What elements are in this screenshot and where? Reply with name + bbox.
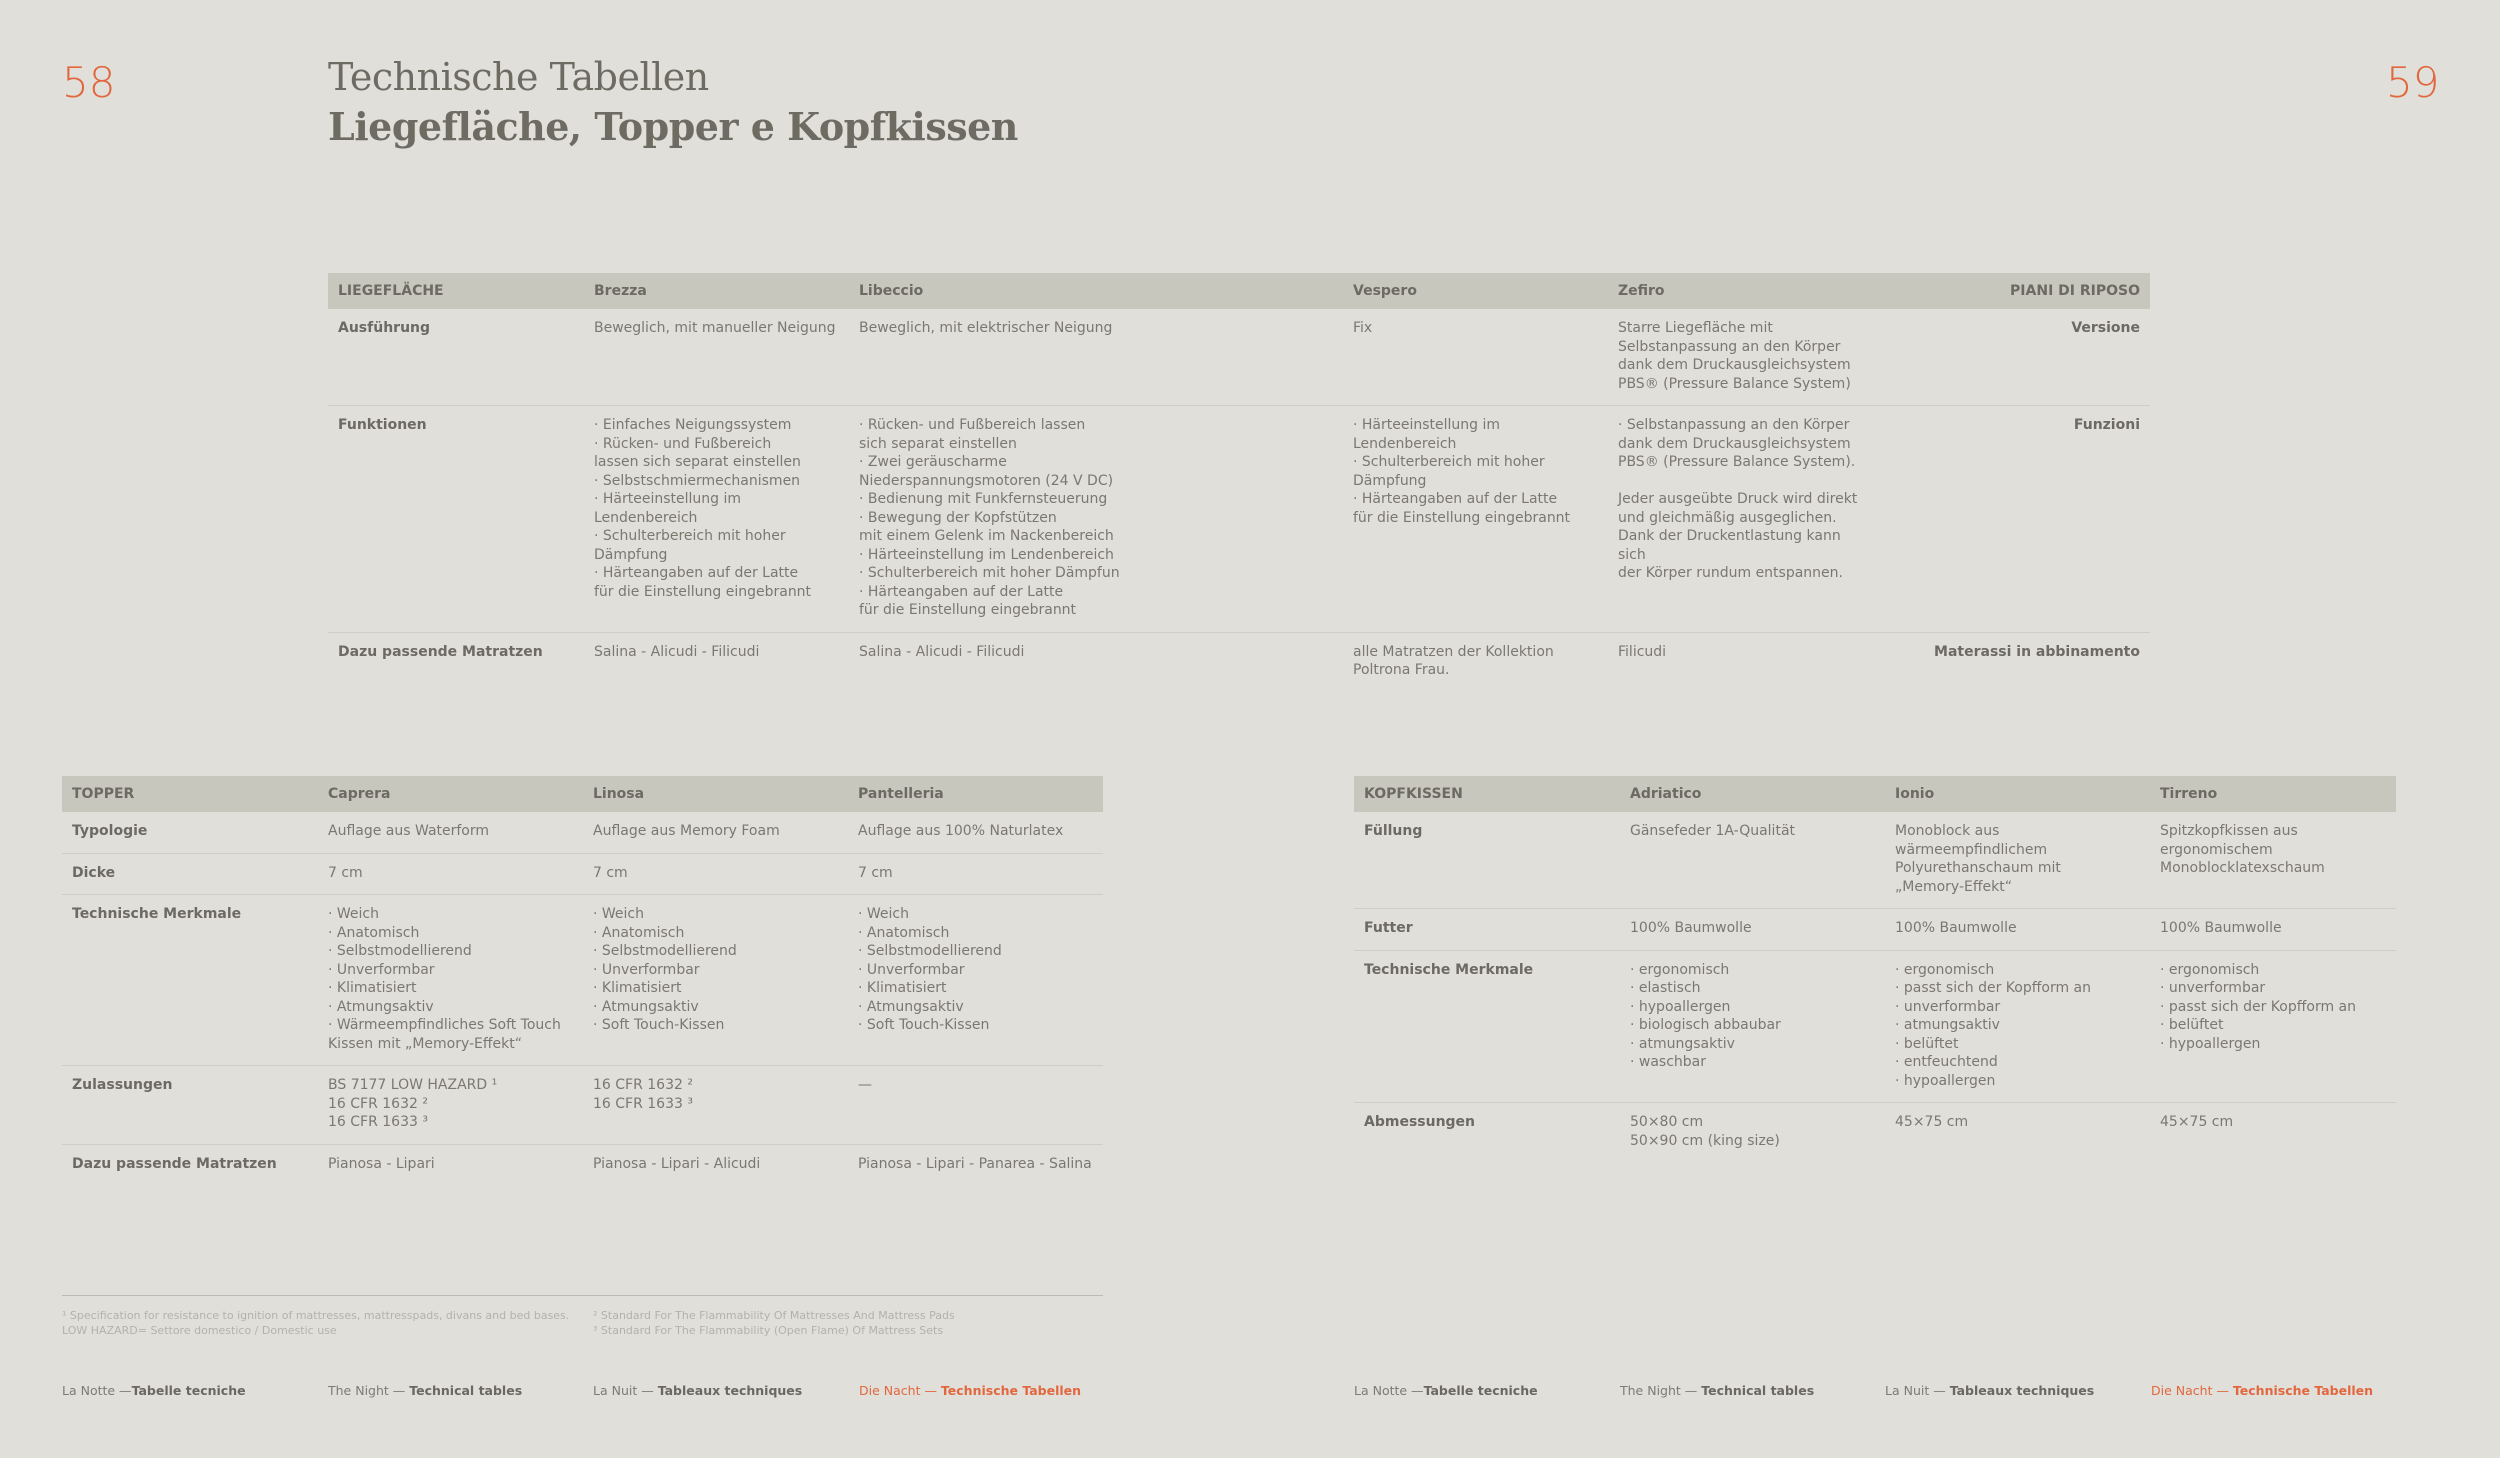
footer-prefix: La Notte — [1354, 1383, 1424, 1398]
table-row [1354, 1103, 2396, 1163]
table-cell: · Einfaches Neigungssystem · Rücken- und Fußbereich lassen sich separat einstellen · Selbstschmiermechanismen · Härteeinstellung im Lendenbereich · Schulterbereich mit hoher Dämpfung · Härteangaben auf der Latte für die Einstellung eingebrannt [584, 406, 849, 633]
table-cell: 7 cm [848, 853, 1103, 895]
table-cell: · Weich · Anatomisch · Selbstmodellierend · Unverformbar · Klimatisiert · Atmungsaktiv · Soft Touch-Kissen [848, 895, 1103, 1066]
table-header-cell: Tirreno [2150, 776, 2396, 812]
topper-header-row [62, 776, 1103, 812]
footnote-divider [62, 1295, 1103, 1296]
liegeflaeche-table [328, 273, 2150, 692]
table-cell: · Weich · Anatomisch · Selbstmodellierend · Unverformbar · Klimatisiert · Atmungsaktiv · Wärmeempfindliches Soft Touch Kissen mit „Memory-Effekt“ [318, 895, 583, 1066]
table-header-cell: Zefiro [1608, 273, 1873, 309]
table-cell: BS 7177 LOW HAZARD ¹ 16 CFR 1632 ² 16 CFR 1633 ³ [318, 1066, 583, 1145]
table-cell: alle Matratzen der Kollektion Poltrona Frau. [1353, 643, 1554, 678]
footer-german [859, 1383, 1081, 1398]
table-cell: — [848, 1066, 1103, 1145]
page-number-left: 58 [62, 58, 116, 107]
page-title-line-1: Technische Tabellen [328, 55, 709, 99]
kopfkissen-header-row [1354, 776, 2396, 812]
footer-prefix: La Nuit — [593, 1383, 658, 1398]
table-row [62, 1066, 1103, 1145]
liegeflaeche-header-row [328, 273, 2150, 309]
row-label: Füllung [1354, 812, 1620, 909]
table-cell: Auflage aus Waterform [318, 812, 583, 853]
table-row [62, 812, 1103, 853]
table-header-cell: KOPFKISSEN [1354, 776, 1620, 812]
row-label: Futter [1354, 909, 1620, 951]
table-cell: Salina - Alicudi - Filicudi [594, 643, 760, 660]
table-header-cell: TOPPER [62, 776, 318, 812]
footer-italian [1354, 1383, 1538, 1398]
footer-italian [62, 1383, 246, 1398]
table-cell: · ergonomisch · unverformbar · passt sich der Kopfform an · belüftet · hypoallergen [2150, 950, 2396, 1103]
row-label-translation: Versione [1873, 309, 2150, 406]
table-row [328, 632, 2150, 692]
table-cell: · ergonomisch · passt sich der Kopfform an · unverformbar · atmungsaktiv · belüftet · entfeuchtend · hypoallergen [1885, 950, 2150, 1103]
table-cell: Pianosa - Lipari [328, 1155, 435, 1172]
footer-prefix: Die Nacht — [2151, 1383, 2233, 1398]
table-cell: · Härteeinstellung im Lendenbereich · Schulterbereich mit hoher Dämpfung · Härteangaben auf der Latte für die Einstellung eingebrannt [1343, 406, 1608, 633]
page-title-line-2: Liegefläche, Topper e Kopfkissen [328, 104, 1018, 149]
table-row [328, 309, 2150, 406]
footnote-2-3: ² Standard For The Flammability Of Mattresses And Mattress Pads ³ Standard For The Flammability (Open Flame) Of Mattress Sets [593, 1309, 955, 1337]
page-title [328, 52, 1018, 152]
footer-title: Technical tables [409, 1383, 523, 1398]
row-label: Zulassungen [62, 1066, 318, 1145]
footer-french [593, 1383, 802, 1398]
table-cell: 45×75 cm [2160, 1114, 2234, 1130]
table-cell: Starre Liegefläche mit Selbstanpassung an den Körper dank dem Druckausgleichsystem PBS® (Pressure Balance System) [1608, 309, 1873, 406]
table-header-cell: Vespero [1343, 273, 1608, 309]
footer-english [1620, 1383, 1814, 1398]
footer-title: Tabelle tecniche [131, 1383, 246, 1398]
table-cell: 100% Baumwolle [1885, 909, 2150, 951]
table-row [328, 406, 2150, 633]
row-label: Typologie [62, 812, 318, 853]
footer-title: Technische Tabellen [2232, 1383, 2374, 1398]
table-cell: Gänsefeder 1A-Qualität [1620, 812, 1885, 909]
table-header-cell: LIEGEFLÄCHE [328, 273, 584, 309]
footer-prefix: The Night — [1620, 1383, 1702, 1398]
table-cell: 16 CFR 1632 ² 16 CFR 1633 ³ [583, 1066, 848, 1145]
footer-prefix: Die Nacht — [859, 1383, 941, 1398]
footer-french [1885, 1383, 2094, 1398]
footer-title: Tableaux techniques [1949, 1383, 2095, 1398]
table-row [62, 853, 1103, 895]
table-cell: Beweglich, mit elektrischer Neigung [849, 309, 1343, 406]
table-header-cell: Pantelleria [848, 776, 1103, 812]
table-cell: 7 cm [318, 853, 583, 895]
row-label: Dazu passende Matratzen [338, 643, 543, 660]
table-cell: 100% Baumwolle [1620, 909, 1885, 951]
page-number-right: 59 [2386, 58, 2440, 107]
table-header-cell: Adriatico [1620, 776, 1885, 812]
table-row [1354, 950, 2396, 1103]
row-label: Technische Merkmale [62, 895, 318, 1066]
row-label: Technische Merkmale [1354, 950, 1620, 1103]
table-cell: Spitzkopfkissen aus ergonomischem Monoblocklatexschaum [2150, 812, 2396, 909]
table-cell: · Weich · Anatomisch · Selbstmodellierend · Unverformbar · Klimatisiert · Atmungsaktiv · Soft Touch-Kissen [583, 895, 848, 1066]
table-row [1354, 812, 2396, 909]
table-cell: Pianosa - Lipari - Alicudi [593, 1155, 761, 1172]
footer-prefix: The Night — [328, 1383, 410, 1398]
row-label: Funktionen [328, 406, 584, 633]
table-cell: Beweglich, mit manueller Neigung [584, 309, 849, 406]
table-cell: Fix [1343, 309, 1608, 406]
row-label-translation: Materassi in abbinamento [1934, 643, 2140, 660]
table-cell: · Selbstanpassung an den Körper dank dem Druckausgleichsystem PBS® (Pressure Balance System). Jeder ausgeübte Druck wird direkt und gleichmäßig ausgeglichen. Dank der Druckentlastung kann sich der Körper rundum entspannen. [1608, 406, 1873, 633]
footer-prefix: La Notte — [62, 1383, 132, 1398]
footnote-1: ¹ Specification for resistance to ignition of mattresses, mattresspads, divans and bed bases. LOW HAZARD= Settore domestico / Domestic use [62, 1309, 570, 1337]
table-cell: Auflage aus Memory Foam [583, 812, 848, 853]
table-row [62, 1144, 1103, 1185]
table-cell: 45×75 cm [1895, 1114, 1969, 1130]
row-label-translation: Funzioni [1873, 406, 2150, 633]
table-row [62, 895, 1103, 1066]
table-cell: 50×80 cm 50×90 cm (king size) [1630, 1114, 1780, 1149]
table-cell: Salina - Alicudi - Filicudi [859, 643, 1025, 660]
table-cell: 7 cm [583, 853, 848, 895]
table-header-cell: PIANI DI RIPOSO [1873, 273, 2150, 309]
footer-title: Technical tables [1701, 1383, 1815, 1398]
footer-title: Tableaux techniques [657, 1383, 803, 1398]
row-label: Abmessungen [1364, 1114, 1476, 1130]
table-header-cell: Caprera [318, 776, 583, 812]
table-header-cell: Libeccio [849, 273, 1343, 309]
row-label: Ausführung [328, 309, 584, 406]
footer-german [2151, 1383, 2373, 1398]
table-header-cell: Linosa [583, 776, 848, 812]
footer-prefix: La Nuit — [1885, 1383, 1950, 1398]
row-label: Dicke [62, 853, 318, 895]
table-header-cell: Brezza [584, 273, 849, 309]
footer-title: Technische Tabellen [940, 1383, 1082, 1398]
row-label: Dazu passende Matratzen [72, 1155, 277, 1172]
table-cell: Monoblock aus wärmeempfindlichem Polyurethanschaum mit „Memory-Effekt“ [1885, 812, 2150, 909]
footer-english [328, 1383, 522, 1398]
topper-table [62, 776, 1103, 1185]
table-cell: · ergonomisch · elastisch · hypoallergen · biologisch abbaubar · atmungsaktiv · waschbar [1620, 950, 1885, 1103]
table-cell: Filicudi [1618, 643, 1667, 660]
table-cell: 100% Baumwolle [2150, 909, 2396, 951]
kopfkissen-table [1354, 776, 2396, 1162]
table-header-cell: Ionio [1885, 776, 2150, 812]
table-row [1354, 909, 2396, 951]
table-cell: Auflage aus 100% Naturlatex [848, 812, 1103, 853]
table-cell: Pianosa - Lipari - Panarea - Salina [858, 1155, 1092, 1172]
table-cell: · Rücken- und Fußbereich lassen sich separat einstellen · Zwei geräuscharme Niederspannungsmotoren (24 V DC) · Bedienung mit Funkfernsteuerung · Bewegung der Kopfstützen mit einem Gelenk im Nackenbereich · Härteeinstellung im Lendenbereich · Schulterbereich mit hoher Dämpfun · Härteangaben auf der Latte für die Einstellung eingebrannt [849, 406, 1343, 633]
footer-title: Tabelle tecniche [1423, 1383, 1538, 1398]
